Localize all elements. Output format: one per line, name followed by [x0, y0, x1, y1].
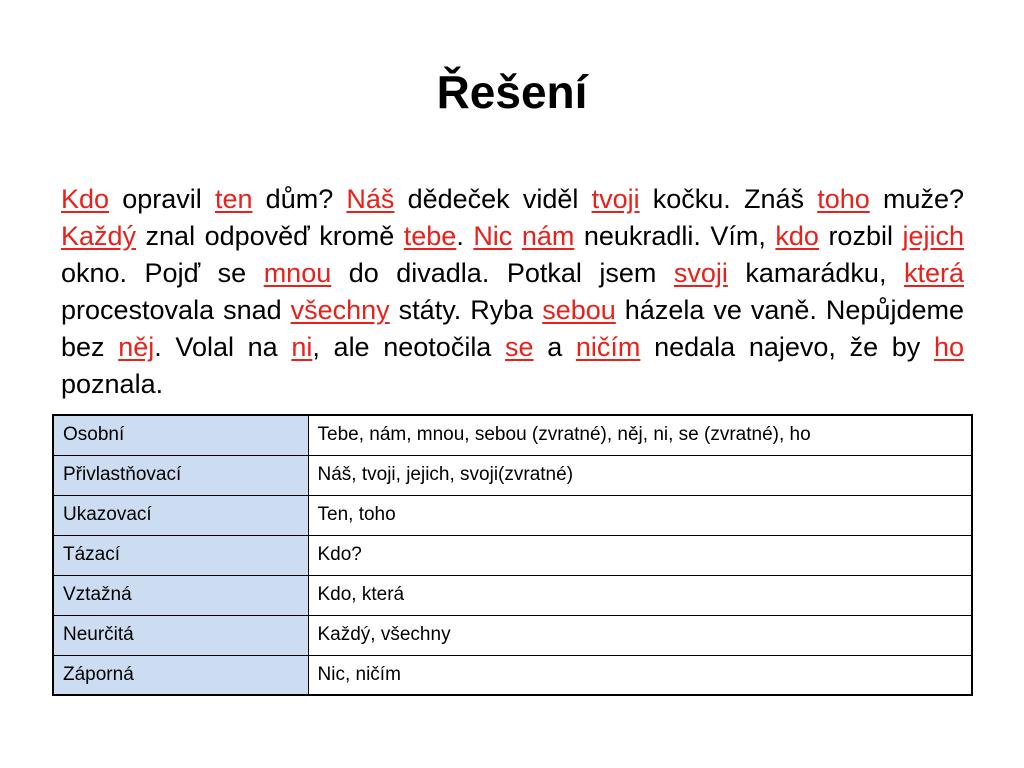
highlighted-pronoun: ni: [291, 332, 313, 362]
table-row: [53, 455, 972, 495]
pronoun-type-cell: Vztažná: [53, 575, 308, 615]
highlighted-pronoun: ho: [933, 332, 964, 362]
slide-title: Řešení: [436, 66, 588, 118]
highlighted-pronoun: se: [505, 332, 534, 362]
paragraph-text: poznala.: [61, 369, 164, 399]
paragraph-text: opravil: [109, 184, 215, 214]
paragraph-text: neukradli. Vím,: [574, 221, 776, 251]
paragraph-text: nedala najevo, že by: [640, 332, 934, 362]
table-row: [53, 575, 972, 615]
highlighted-pronoun: svoji: [673, 258, 728, 288]
paragraph-text: rozbil: [818, 221, 903, 251]
paragraph-text: znal odpověď kromě: [136, 221, 404, 251]
highlighted-pronoun: sebou: [542, 295, 616, 325]
highlighted-pronoun: tebe: [403, 221, 457, 251]
highlighted-pronoun: mnou: [263, 258, 332, 288]
pronoun-type-cell: Osobní: [53, 415, 308, 455]
highlighted-pronoun: která: [903, 258, 964, 288]
paragraph-text: a: [533, 332, 576, 362]
highlighted-pronoun: kdo: [775, 221, 819, 251]
paragraph-text: dědeček viděl: [394, 184, 592, 214]
paragraph-text: do divadla. Potkal jsem: [331, 258, 674, 288]
pronoun-type-cell: Neurčitá: [53, 615, 308, 655]
paragraph-text: dům?: [252, 184, 347, 214]
paragraph-text: okno. Pojď se: [61, 258, 264, 288]
paragraph-text: . Volal na: [154, 332, 292, 362]
paragraph-text: [512, 221, 522, 251]
pronoun-examples-cell: Kdo?: [308, 535, 972, 575]
highlighted-pronoun: všechny: [290, 295, 390, 325]
highlighted-pronoun: tvoji: [591, 184, 640, 214]
pronoun-type-cell: Tázací: [53, 535, 308, 575]
highlighted-pronoun: Každý: [61, 221, 137, 251]
highlighted-pronoun: ničím: [575, 332, 641, 362]
pronoun-examples-cell: Kdo, která: [308, 575, 972, 615]
pronoun-types-table: [52, 414, 973, 696]
paragraph-text: házela ve vaně. Nepůjdeme bez: [61, 295, 964, 362]
exercise-paragraph: [61, 181, 964, 403]
pronoun-examples-cell: Tebe, nám, mnou, sebou (zvratné), něj, ni, se (zvratné), ho: [308, 415, 972, 455]
pronoun-examples-cell: Každý, všechny: [308, 615, 972, 655]
highlighted-pronoun: Nic: [473, 221, 513, 251]
table-row: [53, 535, 972, 575]
paragraph-text: muže?: [869, 184, 964, 214]
paragraph-text: .: [456, 221, 474, 251]
highlighted-pronoun: toho: [817, 184, 870, 214]
paragraph-text: procestovala snad: [61, 295, 291, 325]
paragraph-text: kamarádku,: [727, 258, 904, 288]
highlighted-pronoun: jejich: [902, 221, 964, 251]
table-row: [53, 615, 972, 655]
table-row: [53, 415, 972, 455]
highlighted-pronoun: Náš: [346, 184, 395, 214]
highlighted-pronoun: nám: [521, 221, 575, 251]
pronoun-type-cell: Ukazovací: [53, 495, 308, 535]
highlighted-pronoun: něj: [118, 332, 155, 362]
pronoun-examples-cell: Ten, toho: [308, 495, 972, 535]
highlighted-pronoun: ten: [214, 184, 253, 214]
pronoun-examples-cell: Náš, tvoji, jejich, svoji(zvratné): [308, 455, 972, 495]
pronoun-examples-cell: Nic, ničím: [308, 655, 972, 695]
paragraph-text: , ale neotočila: [312, 332, 505, 362]
table-row: [53, 495, 972, 535]
pronoun-type-cell: Záporná: [53, 655, 308, 695]
table-row: [53, 655, 972, 695]
highlighted-pronoun: Kdo: [61, 184, 110, 214]
paragraph-text: státy. Ryba: [389, 295, 543, 325]
paragraph-text: kočku. Znáš: [639, 184, 818, 214]
pronoun-type-cell: Přivlastňovací: [53, 455, 308, 495]
